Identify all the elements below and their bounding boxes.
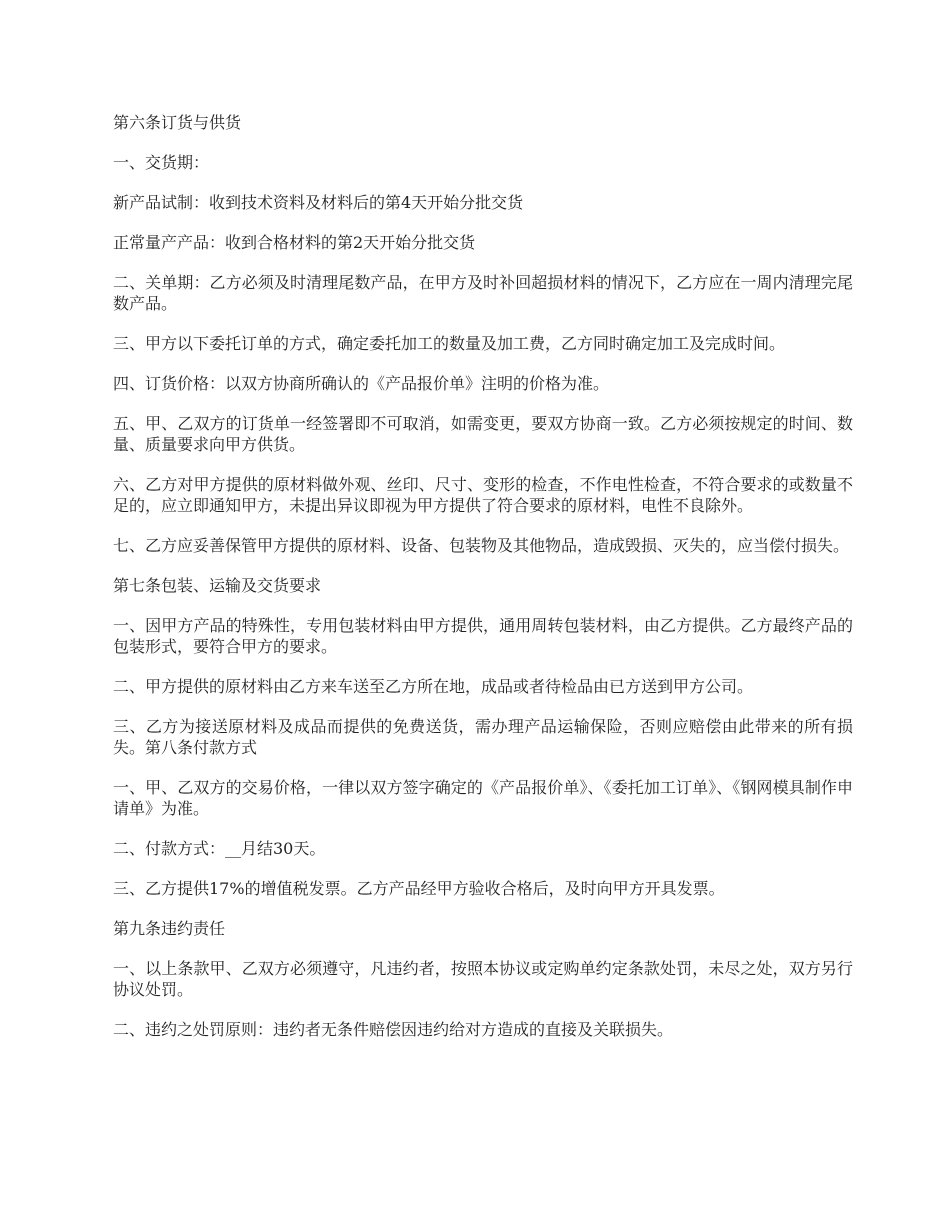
clause-paragraph: 正常量产产品：收到合格材料的第2天开始分批交货	[113, 233, 476, 252]
clause-paragraph: 四、订货价格：以双方协商所确认的《产品报价单》注明的价格为准。	[113, 374, 610, 393]
clause-paragraph: 一、交货期：	[113, 153, 210, 172]
section-heading: 第六条订货与供货	[113, 113, 242, 132]
clause-paragraph: 六、乙方对甲方提供的原材料做外观、丝印、尺寸、变形的检查，不作电性检查，不符合要求的或数量不足的，应立即通知甲方，未提出异议即视为甲方提供了符合要求的原材料，电性不良除外。	[113, 475, 853, 515]
section-heading: 第九条违约责任	[113, 919, 226, 938]
clause-paragraph: 三、甲方以下委托订单的方式，确定委托加工的数量及加工费，乙方同时确定加工及完成时间。	[113, 334, 786, 353]
clause-paragraph: 三、乙方提供17%的增值税发票。乙方产品经甲方验收合格后，及时向甲方开具发票。	[113, 879, 725, 898]
clause-paragraph: 一、因甲方产品的特殊性，专用包装材料由甲方提供，通用周转包装材料，由乙方提供。乙方最终产品的包装形式，要符合甲方的要求。	[113, 616, 853, 656]
clause-paragraph: 二、违约之处罚原则：违约者无条件赔偿因违约给对方造成的直接及关联损失。	[113, 1020, 674, 1039]
clause-paragraph: 二、关单期：乙方必须及时清理尾数产品，在甲方及时补回超损材料的情况下，乙方应在一周内清理完尾数产品。	[113, 273, 853, 313]
clause-paragraph: 一、甲、乙双方的交易价格，一律以双方签字确定的《产品报价单》、《委托加工订单》、《钢网模具制作申请单》为准。	[113, 778, 853, 818]
clause-paragraph: 三、乙方为接送原材料及成品而提供的免费送货，需办理产品运输保险，否则应赔偿由此带来的所有损失。第八条付款方式	[113, 717, 853, 757]
clause-paragraph: 二、甲方提供的原材料由乙方来车送至乙方所在地，成品或者待检品由已方送到甲方公司。	[113, 677, 754, 696]
clause-paragraph: 一、以上条款甲、乙双方必须遵守，凡违约者，按照本协议或定购单约定条款处罚，未尽之处，双方另行协议处罚。	[113, 959, 853, 999]
clause-paragraph: 七、乙方应妥善保管甲方提供的原材料、设备、包装物及其他物品，造成毁损、灭失的，应当偿付损失。	[113, 536, 850, 555]
document-body	[113, 112, 853, 1059]
clause-paragraph: 二、付款方式：__月结30天。	[113, 839, 326, 858]
clause-paragraph: 五、甲、乙双方的订货单一经签署即不可取消，如需变更，要双方协商一致。乙方必须按规定的时间、数量、质量要求向甲方供货。	[113, 414, 853, 454]
section-heading: 第七条包装、运输及交货要求	[113, 576, 322, 595]
clause-paragraph: 新产品试制：收到技术资料及材料后的第4天开始分批交货	[113, 193, 524, 212]
